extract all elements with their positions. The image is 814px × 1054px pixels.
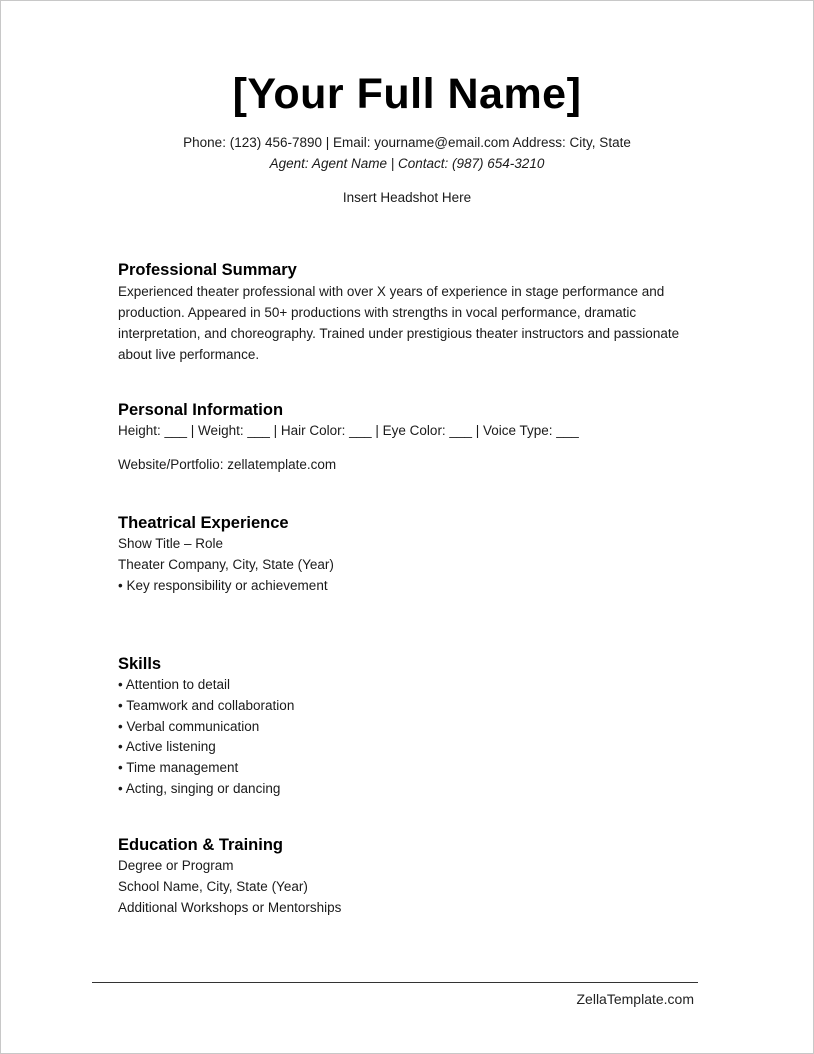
skill-item: • Active listening [118,739,216,755]
skill-item: • Verbal communication [118,718,260,734]
workshops-mentorships: Additional Workshops or Mentorships [118,899,342,915]
personal-information-section [118,399,708,476]
footer-divider [92,982,698,983]
theater-company: Theater Company, City, State (Year) [118,556,334,572]
professional-summary-text: Experienced theater professional with over X years of experience in stage performance and production. Appeared in 50+ productions with strengths in vocal performance, dramatic interpretation, and choreography. Trained under prestigious theater instructors and passionate about live performance. [118,284,680,362]
skill-item: • Teamwork and collaboration [118,697,295,713]
professional-summary-heading: Professional Summary [118,261,297,279]
agent-line: Agent: Agent Name | Contact: (987) 654-3210 [269,156,545,171]
education-training-section [118,834,708,918]
footer-brand: ZellaTemplate.com [576,991,694,1007]
experience-bullet: • Key responsibility or achievement [118,577,328,593]
contact-line: Phone: (123) 456-7890 | Email: yourname@email.com Address: City, State [183,135,631,150]
skills-section [118,653,708,800]
education-training-heading: Education & Training [118,836,284,854]
skill-item: • Time management [118,760,239,776]
personal-attributes: Height: ___ | Weight: ___ | Hair Color: ___ | Eye Color: ___ | Voice Type: ___ [118,423,579,438]
skills-heading: Skills [118,655,162,673]
theatrical-experience-section [118,512,708,596]
theatrical-experience-heading: Theatrical Experience [118,514,289,532]
show-title-role: Show Title – Role [118,536,224,551]
website-portfolio: Website/Portfolio: zellatemplate.com [118,456,337,472]
professional-summary-section [118,259,708,365]
degree-program: Degree or Program [118,858,234,873]
skill-item: • Attention to detail [118,677,231,692]
school-name: School Name, City, State (Year) [118,878,308,894]
headshot-placeholder: Insert Headshot Here [342,190,472,205]
full-name-heading: [Your Full Name] [232,70,582,118]
personal-information-heading: Personal Information [118,401,284,419]
skill-item: • Acting, singing or dancing [118,780,281,796]
